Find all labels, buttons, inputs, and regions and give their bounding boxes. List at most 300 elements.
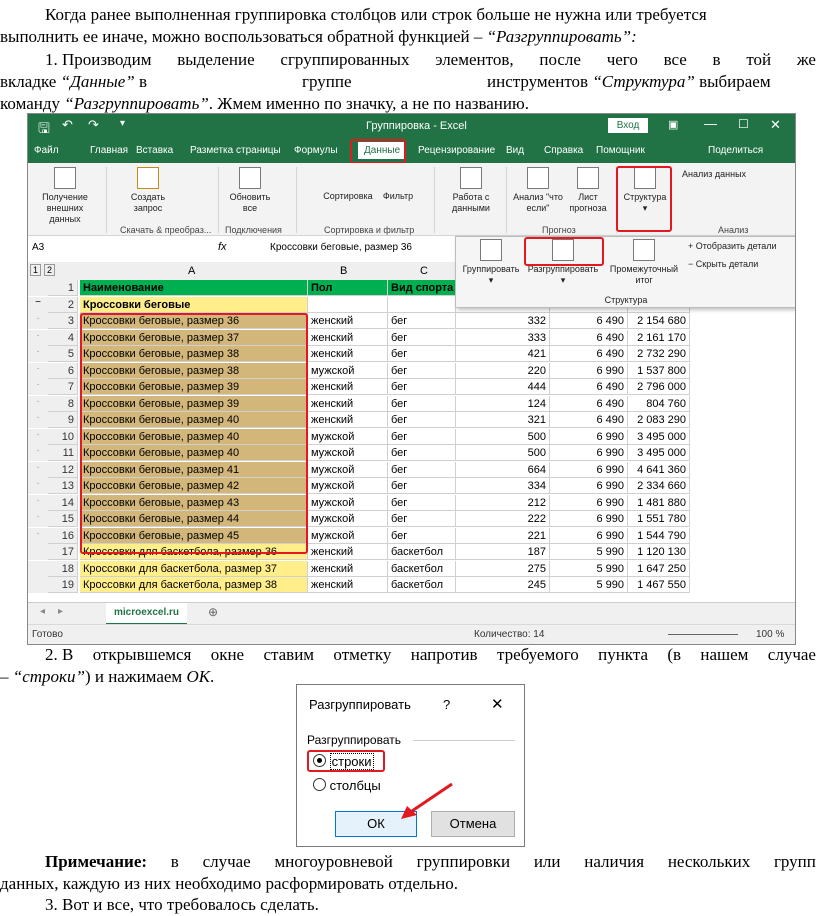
ribbon-tab[interactable]: Вставка [136,145,174,156]
group-label: Скачать & преобраз... [120,225,212,235]
cell-c[interactable]: бег [388,346,456,362]
cell-n: 6 [48,363,78,379]
separator [506,167,507,233]
cell-c[interactable]: бег [388,379,456,395]
text-italic: “Структура” [592,72,695,91]
word: все [663,50,687,69]
cell-d[interactable]: 220 [456,363,550,379]
cell-c[interactable]: бег [388,445,456,461]
login-button[interactable]: Вход [608,118,648,133]
status-count: Количество: 14 [474,629,545,640]
data-analysis-button[interactable] [682,169,792,180]
filter-button[interactable] [378,191,418,202]
label: Фильтр [382,191,414,201]
note-line2 [0,873,816,895]
text-italic: “Разгруппировать”: [486,27,637,46]
cell-b[interactable]: женский [308,396,388,412]
cell-a[interactable]: Кроссовки беговые, размер 45 [80,528,308,544]
radio-unchecked-icon [313,778,326,791]
forecast-icon [577,167,599,189]
outline-gutter [28,544,48,560]
cell-a[interactable]: Кроссовки беговые, размер 36 [80,313,308,329]
word: или [533,852,561,871]
word: той [746,50,772,69]
cell-f[interactable]: 2 083 290 [628,412,690,428]
word: 2. В [45,645,74,664]
group-label: Прогноз [542,225,576,235]
label: Отобразить детали [695,241,777,251]
text: . [210,667,215,686]
cell-c[interactable]: Вид спорта [388,280,456,296]
ribbon-tab[interactable]: Данные [358,142,406,159]
highlight-selected-range [80,313,308,554]
cell-n: 5 [48,346,78,362]
level-button-2[interactable]: 2 [44,264,55,276]
cell-f[interactable]: 1 544 790 [628,528,690,544]
cell-b[interactable] [308,297,388,313]
highlight-structure [616,166,672,232]
separator [106,167,107,233]
cell-a[interactable]: Кроссовки для баскетбола, размер 36 [80,544,308,560]
fx-icon[interactable]: fx [218,241,227,253]
help-icon[interactable]: ? [443,697,451,712]
cell-a[interactable]: Кроссовки беговые, размер 37 [80,330,308,346]
cell-b[interactable]: мужской [308,528,388,544]
cell-n: 1 [48,280,78,296]
group-label: Сортировка и фильтр [324,225,415,235]
table-row[interactable] [28,577,795,593]
cell-f[interactable]: 2 796 000 [628,379,690,395]
radio-columns[interactable] [313,777,381,793]
add-sheet-icon[interactable]: ⊕ [208,605,219,619]
label: Разгруппировать [527,264,599,274]
text: – [0,667,13,686]
text: 3. Вот и все, что требовалось сделать. [45,895,319,914]
word: элементов, [435,50,514,69]
cell-b[interactable]: мужской [308,495,388,511]
highlight-rows-option [307,750,385,772]
word: случае [767,645,816,664]
scroll-left-icon[interactable]: ◂ [40,606,46,617]
text: вкладке [0,72,61,91]
cell-n: 7 [48,379,78,395]
database-icon [54,167,76,189]
sheet-tabs [28,602,795,625]
outline-gutter [28,577,48,593]
word: ставим [263,645,315,664]
word: напротив [410,645,478,664]
cell-d[interactable]: 332 [456,313,550,329]
level-button-1[interactable]: 1 [30,264,41,276]
ungroup-button[interactable]: Разгруппировать ▾ [524,239,602,286]
cell-n: 3 [48,313,78,329]
zoom-slider[interactable] [668,634,738,635]
cell-f[interactable]: 3 495 000 [628,429,690,445]
cell-e[interactable]: 5 990 [550,577,628,593]
cell-b[interactable]: женский [308,561,388,577]
sort-button[interactable] [318,191,378,202]
text: выбираем [694,72,771,91]
cell-f[interactable]: 2 161 170 [628,330,690,346]
data-tools-icon [460,167,482,189]
cell-e[interactable]: 6 990 [550,363,628,379]
outline-gutter: · [28,495,48,511]
cell-e[interactable]: 6 490 [550,396,628,412]
outline-gutter [28,280,48,296]
zoom-level[interactable]: 100 % [756,629,785,640]
cell-n: 18 [48,561,78,577]
cell-e[interactable]: 5 990 [550,561,628,577]
cell-c[interactable]: бег [388,330,456,346]
column-header-a[interactable]: A [188,265,196,277]
cell-b[interactable]: мужской [308,462,388,478]
outline-gutter: · [28,330,48,346]
cell-c[interactable]: бег [388,396,456,412]
cell-e[interactable]: 6 490 [550,412,628,428]
cell-c[interactable]: бег [388,528,456,544]
cell-f[interactable]: 1 481 880 [628,495,690,511]
ribbon-tab[interactable]: Главная [90,145,129,156]
text: Когда ранее выполненная группировка столбцов или строк больше не нужна или требуется [45,5,707,24]
redo-icon[interactable]: ↷ [88,117,99,132]
refresh-all-button[interactable] [224,167,276,214]
group-label: Разгруппировать [307,733,402,747]
cell-b[interactable]: женский [308,412,388,428]
table-row[interactable] [28,561,795,577]
cell-f[interactable]: 1 647 250 [628,561,690,577]
cell-n: 11 [48,445,78,461]
cell-b[interactable]: женский [308,313,388,329]
get-data-button[interactable] [30,167,100,225]
cell-a[interactable]: Кроссовки беговые, размер 40 [80,412,308,428]
para3-line1 [45,644,816,666]
word: отметку [333,645,392,664]
ribbon-tab[interactable]: Файл [34,145,59,156]
divider [413,740,515,741]
word: случае [202,852,251,871]
minimize-icon[interactable]: — [704,116,717,131]
outline-gutter: · [28,346,48,362]
cell-a[interactable]: Наименование [80,280,308,296]
cell-c[interactable]: бег [388,429,456,445]
cell-e[interactable]: 6 490 [550,313,628,329]
outline-gutter: · [28,313,48,329]
word: сгруппированных [280,50,410,69]
cell-b[interactable]: мужской [308,445,388,461]
cell-d[interactable]: 444 [456,379,550,395]
cell-n: 9 [48,412,78,428]
para2-line3 [0,93,816,115]
cell-a[interactable]: Кроссовки беговые, размер 39 [80,379,308,395]
text-italic: “строки” [12,667,85,686]
quick-access-menu-icon[interactable]: ▾ [120,118,126,129]
cell-d[interactable]: 187 [456,544,550,560]
cell-n: 16 [48,528,78,544]
cell-a[interactable]: Кроссовки беговые, размер 43 [80,495,308,511]
para1-line2 [0,26,816,48]
text-italic: ОК [186,667,211,686]
cancel-button[interactable]: Отмена [431,811,515,837]
cell-c[interactable]: бег [388,495,456,511]
label: Структура [623,192,667,202]
ok-button[interactable]: ОК [335,811,417,837]
cell-a[interactable]: Кроссовки беговые, размер 38 [80,346,308,362]
word: многоуровневой [274,852,393,871]
show-detail-button[interactable]: + Отобразить детали [688,241,777,251]
label: Получение внешних данных [42,192,88,224]
cell-a[interactable]: Кроссовки беговые, размер 38 [80,363,308,379]
cell-c[interactable]: бег [388,313,456,329]
outline-gutter [28,561,48,577]
word: окне [210,645,245,664]
cell-d[interactable]: 334 [456,478,550,494]
close-icon[interactable]: ✕ [770,117,781,132]
cell-n: 13 [48,478,78,494]
word: выделение [177,50,255,69]
highlight-data-tab [350,139,406,164]
outline-gutter: · [28,462,48,478]
outline-gutter: · [28,478,48,494]
cell-e[interactable]: 6 990 [550,445,628,461]
cell-a[interactable]: Кроссовки беговые, размер 42 [80,478,308,494]
forecast-sheet-button[interactable] [568,167,608,214]
ribbon-display-icon[interactable]: ▣ [668,119,679,131]
cell-n: 17 [48,544,78,560]
cell-f[interactable]: 804 760 [628,396,690,412]
cell-d[interactable]: 212 [456,495,550,511]
ribbon-tab[interactable]: Вид [506,145,525,156]
cell-c[interactable]: баскетбол [388,561,456,577]
data-tools-button[interactable] [446,167,496,214]
word: нашем [700,645,749,664]
query-icon [137,167,159,189]
cell-d[interactable]: 421 [456,346,550,362]
word: же [796,50,816,69]
group-label: Подключения [225,225,282,235]
ribbon-tab[interactable]: Поделиться [708,145,764,156]
cell-d[interactable]: 245 [456,577,550,593]
undo-icon[interactable]: ↶ [62,117,73,132]
cell-a[interactable]: Кроссовки беговые, размер 40 [80,429,308,445]
create-query-button[interactable] [118,167,178,214]
word: после [539,50,581,69]
cell-c[interactable]: бег [388,511,456,527]
cell-d[interactable]: 221 [456,528,550,544]
cell-d[interactable]: 275 [456,561,550,577]
cell-a[interactable]: Кроссовки беговые [80,297,308,313]
cell-c[interactable] [388,297,456,313]
cell-d[interactable]: 222 [456,511,550,527]
cell-b[interactable]: мужской [308,429,388,445]
cell-n: 14 [48,495,78,511]
cell-f[interactable]: 2 154 680 [628,313,690,329]
text: инструментов [487,72,593,91]
close-icon[interactable]: ✕ [491,696,504,713]
cell-b[interactable]: мужской [308,363,388,379]
outline-gutter: · [28,445,48,461]
title-bar [28,114,795,139]
sheet-tab[interactable]: microexcel.ru [106,603,187,625]
whatif-button[interactable] [508,167,568,214]
label: Работа с данными [452,192,490,213]
cell-e[interactable]: 6 490 [550,346,628,362]
label: Обновить все [229,192,271,213]
word: в [712,50,721,69]
structure-button[interactable]: Структура ▾ [618,167,672,214]
label: Лист прогноза [569,192,607,213]
cell-b[interactable]: Пол [308,280,388,296]
scroll-right-icon[interactable]: ▸ [58,606,64,617]
cell-c[interactable]: бег [388,363,456,379]
label: Сортировка [323,191,373,201]
cell-b[interactable]: женский [308,330,388,346]
cell-b[interactable]: мужской [308,478,388,494]
refresh-icon [239,167,261,189]
word: нескольких [667,852,751,871]
label: Скрыть детали [695,259,759,269]
red-arrow-icon [397,781,457,821]
cell-e[interactable]: 6 990 [550,495,628,511]
subtotal-button[interactable] [604,239,684,286]
cell-b[interactable]: женский [308,346,388,362]
cell-e[interactable]: 6 990 [550,528,628,544]
cell-c[interactable]: бег [388,478,456,494]
cell-a[interactable]: Кроссовки беговые, размер 40 [80,445,308,461]
cell-e[interactable]: 6 490 [550,379,628,395]
cell-f[interactable]: 1 537 800 [628,363,690,379]
cell-e[interactable]: 6 990 [550,462,628,478]
word: чего [606,50,638,69]
sheet-grid [28,262,795,602]
cell-f[interactable]: 1 120 130 [628,544,690,560]
cell-a[interactable]: Кроссовки беговые, размер 39 [80,396,308,412]
ribbon-tabs [28,139,795,163]
label: Промежуточный итог [609,264,679,285]
radio-label: столбцы [329,778,381,793]
cell-b[interactable]: женский [308,577,388,593]
cell-d[interactable]: 333 [456,330,550,346]
structure-dropdown [455,236,796,308]
outline-gutter: · [28,396,48,412]
cell-f[interactable]: 3 495 000 [628,445,690,461]
column-header-b[interactable]: B [340,265,348,277]
cell-n: 19 [48,577,78,593]
cell-a[interactable]: Кроссовки для баскетбола, размер 38 [80,577,308,593]
word: открывшемся [92,645,192,664]
formula-input[interactable]: Кроссовки беговые, размер 36 [270,242,412,253]
outline-gutter: − [28,297,48,313]
para1-line1 [0,4,816,26]
ungroup-dialog [296,684,525,847]
excel-window [27,113,796,645]
ribbon-tab[interactable]: Справка [544,145,584,156]
text: . Жмем именно по значку, а не по названию. [208,94,529,113]
group-button[interactable]: Группировать ▾ [460,239,522,286]
highlight-ungroup-icon [524,237,604,266]
cell-a[interactable]: Кроссовки беговые, размер 44 [80,511,308,527]
text: команду [0,94,65,113]
text: данных, каждую из них необходимо расформировать отдельно. [0,874,458,893]
separator [434,167,435,233]
ribbon-tab[interactable]: Разметка страницы [190,145,281,156]
status-bar [28,624,795,645]
word: (в [667,645,682,664]
cell-b[interactable]: женский [308,544,388,560]
cell-n: 10 [48,429,78,445]
hide-detail-button[interactable]: − Скрыть детали [688,259,759,269]
cell-c[interactable]: баскетбол [388,577,456,593]
outline-gutter: · [28,429,48,445]
maximize-icon[interactable]: ☐ [738,117,749,131]
word: групп [773,852,816,871]
ribbon-tab[interactable]: Помощник [596,145,645,156]
ribbon-tab[interactable]: Формулы [294,145,338,156]
cell-e[interactable]: 5 990 [550,544,628,560]
save-icon[interactable]: 🖫 [38,120,50,136]
cell-d[interactable]: 500 [456,429,550,445]
cell-e[interactable]: 6 490 [550,330,628,346]
column-header-c[interactable]: C [420,265,428,277]
cell-f[interactable]: 2 334 660 [628,478,690,494]
outline-gutter: · [28,528,48,544]
outline-gutter: · [28,412,48,428]
cell-n: 2 [48,297,78,313]
word: пункта [598,645,649,664]
cell-c[interactable]: бег [388,462,456,478]
whatif-icon [527,167,549,189]
text: ) и нажимаем [84,667,187,686]
outline-gutter: · [28,511,48,527]
cell-e[interactable]: 6 990 [550,511,628,527]
cell-a[interactable]: Кроссовки для баскетбола, размер 37 [80,561,308,577]
cell-e[interactable]: 6 990 [550,478,628,494]
name-box[interactable]: A3 [32,242,45,253]
cell-d[interactable]: 124 [456,396,550,412]
para4 [45,894,816,916]
radio-label: строки [331,754,372,769]
para2-line2 [0,71,816,93]
cell-f[interactable]: 1 467 550 [628,577,690,593]
cell-f[interactable]: 1 551 780 [628,511,690,527]
cell-f[interactable]: 4 641 360 [628,462,690,478]
cell-a[interactable]: Кроссовки беговые, размер 41 [80,462,308,478]
cell-d[interactable]: 321 [456,412,550,428]
cell-b[interactable]: мужской [308,511,388,527]
ribbon-tab[interactable]: Рецензирование [418,145,496,156]
word: требуемого [496,645,579,664]
label: Группировать [462,264,520,274]
cell-n: 4 [48,330,78,346]
group-icon [480,239,502,261]
label: Создать запрос [130,192,166,213]
cell-e[interactable]: 6 990 [550,429,628,445]
cell-f[interactable]: 2 732 290 [628,346,690,362]
text: выполнить ее иначе, можно воспользоваться обратной функцией – [0,27,487,46]
word: группировки [416,852,511,871]
cell-c[interactable]: бег [388,412,456,428]
group-caption: Структура [604,295,648,305]
word: наличия [584,852,645,871]
cell-n: 15 [48,511,78,527]
dialog-title: Разгруппировать [309,697,411,712]
cell-d[interactable]: 664 [456,462,550,478]
cell-c[interactable]: баскетбол [388,544,456,560]
window-title: Группировка - Excel [366,120,467,132]
cell-d[interactable]: 500 [456,445,550,461]
status-ready: Готово [32,629,63,640]
cell-n: 8 [48,396,78,412]
cell-b[interactable]: женский [308,379,388,395]
